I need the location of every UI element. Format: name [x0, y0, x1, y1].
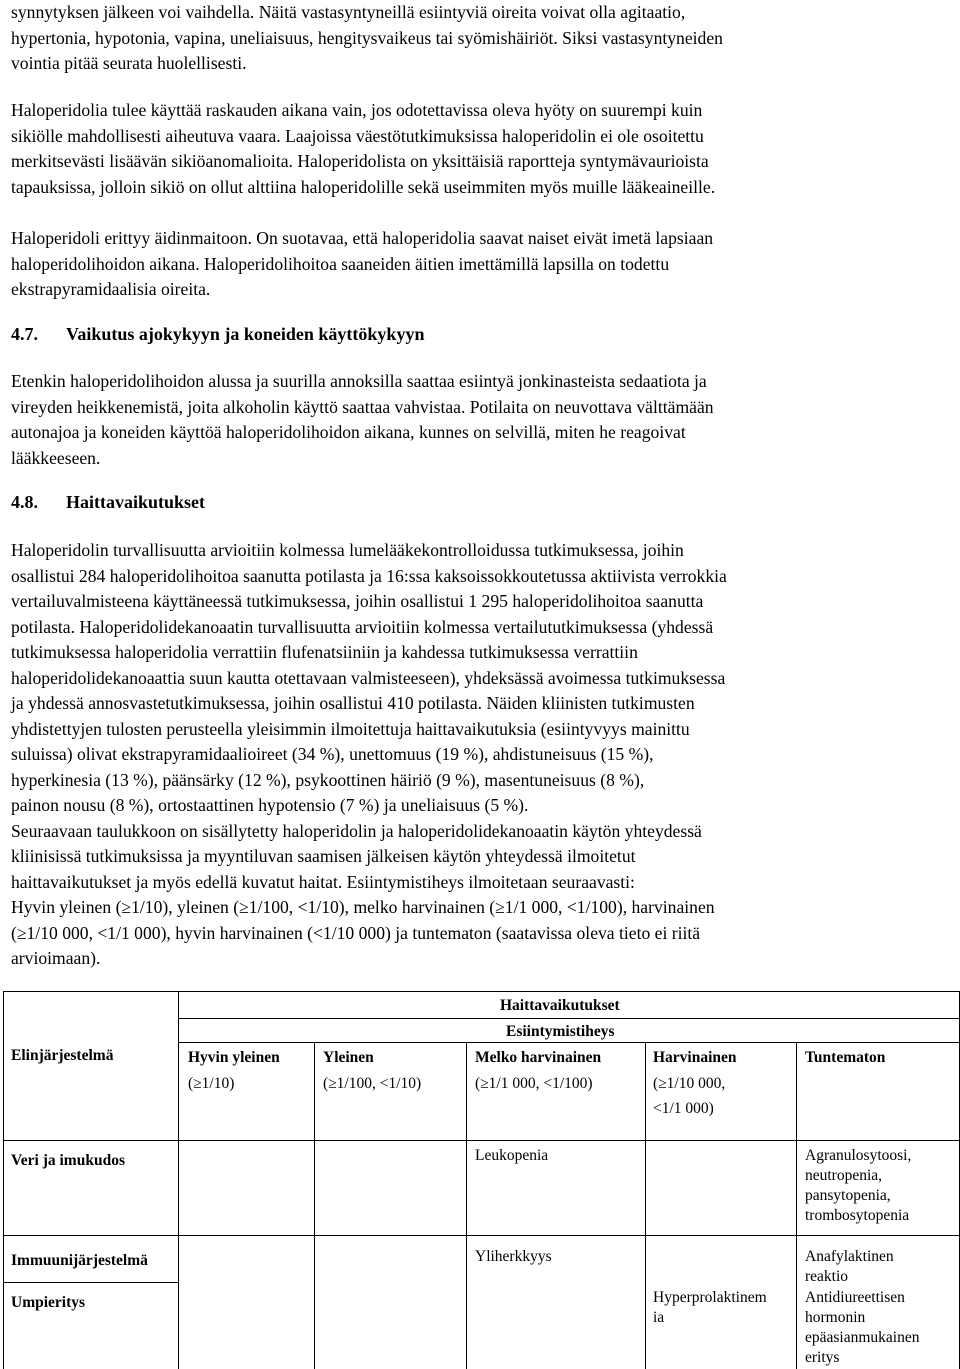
text-line: autonajoa ja koneiden käyttöä haloperidolihoidon aikana, kunnes on selvillä, miten he reagoivat — [11, 422, 686, 442]
table-border — [796, 1042, 797, 1369]
text-line: kliinisissä tutkimuksissa ja myyntiluvan saamisen jälkeisen käytön yhteydessä ilmoitetut — [11, 846, 636, 866]
text-line: merkitsevästi lisäävän sikiöanomalioita. Haloperidolista on yksittäisiä raportteja syntymävaurioista — [11, 151, 709, 171]
text-line: potilasta. Haloperidolidekanoaatin turvallisuutta arvioitiin kolmessa vertailututkimuksessa (yhdessä — [11, 616, 714, 637]
table-cell: Antidiureettisen — [805, 1289, 905, 1306]
table-border — [645, 1042, 646, 1369]
table-cell: Hyperprolaktinem — [653, 1289, 767, 1306]
column-range-common: (≥1/100, <1/10) — [323, 1075, 422, 1092]
table-cell: Leukopenia — [475, 1147, 549, 1164]
column-range-very-common: (≥1/10) — [188, 1075, 235, 1092]
text-line: vireyden heikkenemistä, joita alkoholin käyttö saattaa vahvistaa. Potilaita on neuvottava välttämään — [11, 396, 714, 417]
text-line: Seuraavaan taulukkoon on sisällytetty haloperidolin ja haloperidolidekanoaatin käytön yhteydessä — [11, 820, 702, 841]
table-cell: Anafylaktinen — [805, 1248, 894, 1265]
table-border — [3, 1235, 960, 1236]
section-number: 4.8. — [11, 492, 38, 512]
row-label-blood: Veri ja imukudos — [11, 1152, 125, 1169]
column-header-uncommon: Melko harvinainen — [475, 1049, 602, 1066]
text-line: Haloperidoli erittyy äidinmaitoon. On suotavaa, että haloperidolia saavat naiset eivät imetä lapsiaan — [11, 228, 714, 248]
section-title: Vaikutus ajokykyyn ja koneiden käyttökykyyn — [66, 324, 425, 344]
paragraph-pregnancy-use — [11, 98, 941, 200]
column-header-rare: Harvinainen — [653, 1049, 737, 1066]
paragraph-driving — [11, 369, 941, 471]
text-line: (≥1/10 000, <1/1 000), hyvin harvinainen (<1/10 000) ja tuntematon (saatavissa oleva tieto ei riitä — [11, 922, 701, 943]
text-line: arvioimaan). — [11, 948, 101, 968]
table-border — [314, 1042, 315, 1369]
text-line: ekstrapyramidaalisia oireita. — [11, 279, 211, 299]
column-header-organ-system: Elinjärjestelmä — [11, 1047, 114, 1064]
text-line: haloperidolidekanoaattia suun kautta otettavaan valmisteeseen), yhdeksässä avoimessa tutkimuksessa — [11, 667, 726, 688]
table-border — [3, 1140, 960, 1141]
text-line: osallistui 284 haloperidolihoitoa saanutta potilasta ja 16:ssa kaksoissokkoutetussa aktiivista verrokkia — [11, 565, 727, 586]
text-line: Etenkin haloperidolihoidon alussa ja suurilla annoksilla saattaa esiintyä jonkinasteista sedaatiota ja — [11, 371, 707, 391]
column-header-unknown: Tuntematon — [805, 1049, 886, 1066]
paragraph-breastfeeding — [11, 226, 941, 303]
text-line: lääkkeeseen. — [11, 447, 101, 468]
table-cell: hormonin — [805, 1309, 866, 1326]
row-label-endocrine: Umpieritys — [11, 1294, 86, 1311]
text-line: yhdistettyjen tulosten perusteella yleisimmin ilmoitettuja haittavaikutuksia (esiintyvyys mainittu — [11, 718, 690, 739]
section-title: Haittavaikutukset — [66, 492, 206, 512]
table-cell: reaktio — [805, 1268, 849, 1285]
table-cell: Agranulosytoosi, — [805, 1147, 912, 1164]
column-range-uncommon: (≥1/1 000, <1/100) — [475, 1075, 593, 1092]
table-cell: pansytopenia, — [805, 1187, 891, 1204]
table-title: Haittavaikutukset — [500, 997, 620, 1014]
column-header-very-common: Hyvin yleinen — [188, 1049, 280, 1066]
text-line: hyperkinesia (13 %), päänsärky (12 %), psykoottinen häiriö (9 %), masentuneisuus (8 %), — [11, 769, 645, 790]
table-border — [3, 991, 960, 992]
paragraph-pregnancy-symptoms — [11, 0, 941, 77]
text-line: hypertonia, hypotonia, vapina, uneliaisuus, hengitysvaikeus tai syömishäiriöt. Siksi vastasyntyneiden — [11, 27, 723, 48]
section-number: 4.7. — [11, 324, 38, 344]
text-line: haloperidolihoidon aikana. Haloperidolihoitoa saaneiden äitien imettämillä lapsilla on todettu — [11, 253, 670, 274]
text-line: Haloperidolia tulee käyttää raskauden aikana vain, jos odotettavissa oleva hyöty on suurempi kuin — [11, 100, 703, 120]
paragraph-adverse-effects — [11, 538, 941, 972]
table-border — [178, 991, 179, 1369]
text-line: tutkimuksessa haloperidolia verrattiin flufenatsiiniin ja kahdessa tutkimuksessa verrattiin — [11, 642, 638, 662]
row-label-immune: Immuunijärjestelmä — [11, 1252, 148, 1269]
table-cell: neutropenia, — [805, 1167, 883, 1184]
table-cell: epäasianmukainen — [805, 1329, 920, 1346]
column-header-common: Yleinen — [323, 1049, 374, 1066]
text-line: Hyvin yleinen (≥1/10), yleinen (≥1/100, <1/10), melko harvinainen (≥1/1 000, <1/100), harvinainen — [11, 897, 715, 917]
table-border — [3, 1282, 178, 1283]
text-line: sikiölle mahdollisesti aiheutuva vaara. Laajoissa väestötutkimuksissa haloperidolin ei ole osoitettu — [11, 125, 704, 146]
table-cell: trombosytopenia — [805, 1207, 910, 1224]
text-line: tapauksissa, jolloin sikiö on ollut alttiina haloperidolille sekä useimmiten myös muille lääkeaineille. — [11, 176, 716, 197]
text-line: Haloperidolin turvallisuutta arvioitiin kolmessa lumelääkekontrolloidussa tutkimuksessa, joihin — [11, 540, 684, 560]
column-range-rare: <1/1 000) — [653, 1100, 714, 1117]
table-border — [3, 991, 4, 1369]
table-subtitle: Esiintymistiheys — [506, 1023, 615, 1040]
text-line: vointia pitää seurata huolellisesti. — [11, 53, 247, 73]
section-heading-4-8 — [11, 492, 205, 513]
table-cell: Yliherkkyys — [475, 1248, 552, 1265]
section-heading-4-7 — [11, 324, 424, 345]
text-line: vertailuvalmisteena käyttäneessä tutkimuksessa, joihin osallistui 1 295 haloperidolihoitoa saanutta — [11, 591, 704, 611]
text-line: painon nousu (8 %), ortostaattinen hypotensio (7 %) ja uneliaisuus (5 %). — [11, 795, 529, 815]
text-line: ja yhdessä annosvastetutkimuksessa, joihin osallistui 410 potilasta. Näiden kliinisten tutkimusten — [11, 693, 695, 713]
text-line: haittavaikutukset ja myös edellä kuvatut haitat. Esiintymistiheys ilmoitetaan seuraavasti: — [11, 871, 635, 892]
table-cell: ia — [653, 1309, 665, 1326]
table-cell: eritys — [805, 1349, 840, 1366]
text-line: synnytyksen jälkeen voi vaihdella. Näitä vastasyntyneillä esiintyviä oireita voivat olla agitaatio, — [11, 2, 686, 22]
table-border — [466, 1042, 467, 1369]
text-line: suluissa) olivat ekstrapyramidaalioireet (34 %), unettomuus (19 %), ahdistuneisuus (15 %), — [11, 744, 654, 764]
column-range-rare: (≥1/10 000, — [653, 1075, 726, 1092]
